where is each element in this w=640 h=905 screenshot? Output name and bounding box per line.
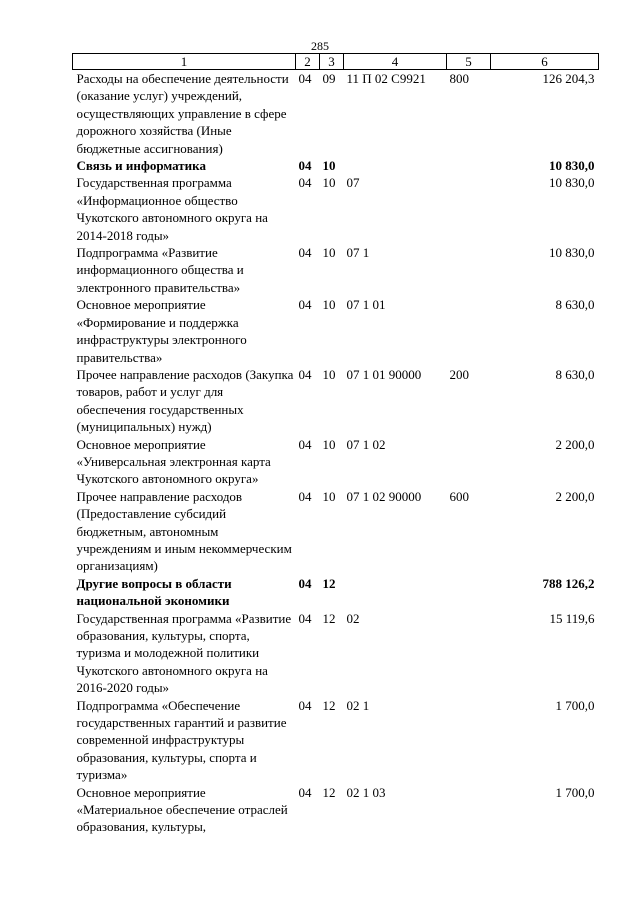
row-name: Подпрограмма «Обеспечение государственных гарантий и развитие современной инфраструктуры образования, культуры, спорта и туризма» bbox=[76, 697, 287, 783]
row-subsection: 10 bbox=[322, 366, 336, 382]
row-amount: 8 630,0 bbox=[555, 366, 595, 382]
row-amount: 8 630,0 bbox=[555, 297, 595, 313]
row-expense-type: 600 bbox=[449, 488, 469, 504]
table-row bbox=[73, 436, 599, 488]
row-name: Государственная программа «Информационное общество Чукотского автономного округа на 2014-2018 годы» bbox=[76, 175, 268, 243]
table-row bbox=[73, 70, 599, 158]
row-target-article bbox=[344, 157, 447, 174]
row-subsection: 12 bbox=[322, 575, 336, 591]
row-expense-type bbox=[447, 157, 491, 174]
row-section: 04 bbox=[298, 488, 312, 504]
row-name: Основное мероприятие «Универсальная электронная карта Чукотского автономного округа» bbox=[76, 436, 271, 487]
row-expense-type bbox=[447, 697, 491, 784]
column-header-1: 1 bbox=[73, 54, 296, 70]
row-amount: 2 200,0 bbox=[555, 436, 595, 452]
row-section: 04 bbox=[298, 436, 312, 452]
row-name: Основное мероприятие «Материальное обеспечение отраслей образования, культуры, bbox=[76, 784, 288, 835]
row-target-article: 07 1 01 bbox=[346, 297, 386, 313]
row-amount: 10 830,0 bbox=[549, 245, 595, 261]
row-subsection: 10 bbox=[322, 436, 336, 452]
row-target-article: 07 bbox=[346, 175, 360, 191]
row-expense-type: 800 bbox=[449, 71, 469, 86]
row-amount: 1 700,0 bbox=[555, 784, 595, 800]
row-subsection: 10 bbox=[322, 297, 336, 313]
row-subsection: 10 bbox=[322, 245, 336, 261]
row-target-article: 07 1 bbox=[346, 245, 370, 261]
row-subsection: 10 bbox=[322, 175, 336, 191]
row-subsection: 12 bbox=[322, 784, 336, 800]
row-expense-type bbox=[447, 610, 491, 697]
table-row bbox=[73, 174, 599, 244]
row-subsection: 10 bbox=[322, 158, 336, 174]
row-expense-type bbox=[447, 575, 491, 610]
row-amount: 2 200,0 bbox=[555, 488, 595, 504]
table-row bbox=[73, 244, 599, 296]
row-section: 04 bbox=[298, 610, 312, 626]
table-row bbox=[73, 697, 599, 784]
table-row bbox=[73, 575, 599, 610]
column-header-5: 5 bbox=[447, 54, 491, 70]
table-row bbox=[73, 784, 599, 836]
table-body bbox=[73, 70, 599, 836]
table-row bbox=[73, 488, 599, 575]
row-target-article: 07 1 02 90000 bbox=[346, 488, 422, 504]
row-amount: 126 204,3 bbox=[542, 71, 595, 86]
row-amount: 788 126,2 bbox=[542, 575, 595, 591]
row-section: 04 bbox=[298, 697, 312, 713]
row-target-article: 02 1 03 bbox=[346, 784, 386, 800]
table-row bbox=[73, 610, 599, 697]
row-target-article: 07 1 02 bbox=[346, 436, 386, 452]
column-header-3: 3 bbox=[320, 54, 344, 70]
table-row bbox=[73, 296, 599, 366]
budget-table bbox=[72, 53, 599, 836]
row-name: Прочее направление расходов (Закупка товаров, работ и услуг для обеспечения государственных (муниципальных) нужд) bbox=[76, 366, 294, 435]
page-number: 285 bbox=[311, 39, 329, 53]
row-section: 04 bbox=[298, 784, 312, 800]
row-target-article bbox=[344, 575, 447, 610]
row-section: 04 bbox=[298, 158, 312, 174]
column-header-6: 6 bbox=[491, 54, 599, 70]
row-target-article: 11 П 02 С9921 bbox=[346, 71, 426, 86]
row-name: Основное мероприятие «Формирование и поддержка инфраструктуры электронного правительства» bbox=[76, 297, 247, 365]
row-name: Прочее направление расходов (Предоставление субсидий бюджетным, автономным учреждениям и иным некоммерческим организациям) bbox=[76, 488, 292, 574]
row-subsection: 10 bbox=[322, 488, 336, 504]
row-amount: 1 700,0 bbox=[555, 697, 595, 713]
row-target-article: 02 bbox=[346, 610, 360, 626]
table-row bbox=[73, 366, 599, 436]
row-section: 04 bbox=[298, 297, 312, 313]
row-amount: 10 830,0 bbox=[549, 158, 595, 174]
row-section: 04 bbox=[298, 245, 312, 261]
row-name: Связь и информатика bbox=[76, 158, 206, 174]
row-subsection: 09 bbox=[322, 71, 336, 86]
table-row bbox=[73, 157, 599, 174]
row-expense-type bbox=[447, 296, 491, 366]
column-header-2: 2 bbox=[296, 54, 320, 70]
row-expense-type: 200 bbox=[449, 366, 469, 382]
row-expense-type bbox=[447, 436, 491, 488]
row-section: 04 bbox=[298, 366, 312, 382]
row-expense-type bbox=[447, 174, 491, 244]
table-header bbox=[73, 54, 599, 70]
row-name: Расходы на обеспечение деятельности (оказание услуг) учреждений, осуществляющих управление в сфере дорожного хозяйства (Иные бюджетные ассигнования) bbox=[76, 71, 289, 156]
row-name: Подпрограмма «Развитие информационного общества и электронного правительства» bbox=[76, 245, 244, 295]
column-header-4: 4 bbox=[344, 54, 447, 70]
row-expense-type bbox=[447, 784, 491, 836]
row-section: 04 bbox=[298, 71, 312, 86]
row-section: 04 bbox=[298, 575, 312, 591]
row-subsection: 12 bbox=[322, 697, 336, 713]
row-amount: 15 119,6 bbox=[549, 610, 595, 626]
row-target-article: 07 1 01 90000 bbox=[346, 366, 422, 382]
row-amount: 10 830,0 bbox=[549, 175, 595, 191]
row-name: Государственная программа «Развитие образования, культуры, спорта, туризма и молодежной политики Чукотского автономного округа на 2016-2020 годы» bbox=[76, 610, 292, 696]
row-section: 04 bbox=[298, 175, 312, 191]
row-target-article: 02 1 bbox=[346, 697, 370, 713]
row-subsection: 12 bbox=[322, 610, 336, 626]
row-expense-type bbox=[447, 244, 491, 296]
row-name: Другие вопросы в области национальной экономики bbox=[76, 575, 232, 609]
